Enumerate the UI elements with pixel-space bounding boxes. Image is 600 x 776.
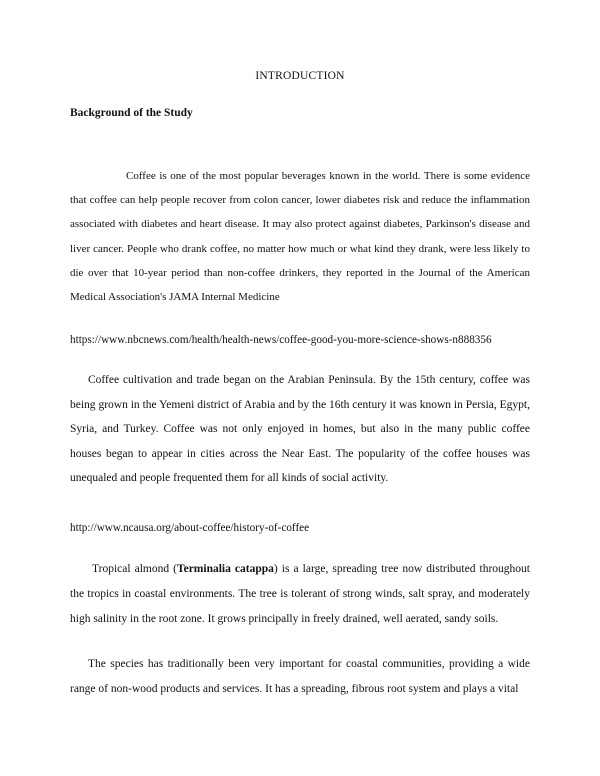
paragraph-coffee-health-text: Coffee is one of the most popular beverages known in the world. There is some evidence that coffee can help people recover from colon cancer, lower diabetes risk and reduce the inflammation associated with diabetes and heart disease. It may also protect against diabetes, Parkinson's disease and liver cancer. People who drank coffee, no matter how much or what kind they drank, were less likely to die over that 10-year period than non-coffee drinkers, they reported in the Journal of the American Medical Association's JAMA Internal Medicine <box>70 170 530 304</box>
paragraph-tropical-almond-text-before: Tropical almond ( <box>92 563 177 575</box>
species-name: Terminalia catappa <box>176 563 274 575</box>
page-heading: INTRODUCTION <box>255 70 345 82</box>
paragraph-coffee-history <box>70 368 530 491</box>
paragraph-species-importance <box>70 652 530 702</box>
section-subheading: Background of the Study <box>70 107 193 119</box>
reference-link-nbcnews[interactable]: https://www.nbcnews.com/health/health-news/coffee-good-you-more-science-shows-n888356 <box>70 334 492 346</box>
paragraph-coffee-health <box>70 164 530 309</box>
paragraph-coffee-history-text: Coffee cultivation and trade began on the Arabian Peninsula. By the 15th century, coffee was being grown in the Yemeni district of Arabia and by the 16th century it was known in Persia, Egypt, Syria, and Turkey. Coffee was not only enjoyed in homes, but also in the many public coffee houses began to appear in cities across the Near East. The popularity of the coffee houses was unequaled and people frequented them for all kinds of social activity. <box>70 374 530 484</box>
paragraph-tropical-almond <box>70 557 530 632</box>
paragraph-species-importance-text: The species has traditionally been very important for coastal communities, providing a wide range of non-wood products and services. It has a spreading, fibrous root system and plays a vital <box>70 658 530 695</box>
reference-link-ncausa[interactable]: http://www.ncausa.org/about-coffee/history-of-coffee <box>70 522 310 534</box>
paragraph-tropical-almond-text-after: ) is a large, spreading tree now distributed throughout the tropics in coastal environments. The tree is tolerant of strong winds, salt spray, and moderately high salinity in the root zone. It grows principally in freely drained, well aerated, sandy soils. <box>70 563 530 625</box>
